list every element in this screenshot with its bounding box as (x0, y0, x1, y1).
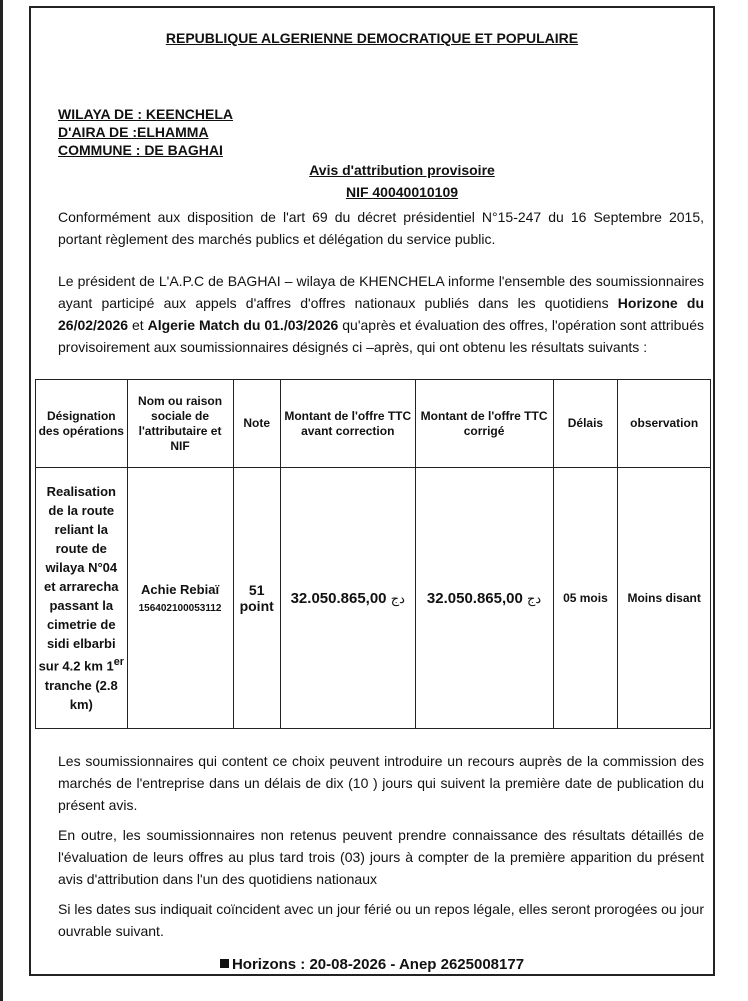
attributaire-name: Achie Rebiaï (141, 582, 220, 597)
cell-observation: Moins disant (618, 468, 711, 729)
header-amount-after: Montant de l'offre TTC corrigé (415, 380, 553, 468)
header-note: Note (233, 380, 280, 468)
header-designation: Désignation des opérations (36, 380, 128, 468)
cell-note: 51 point (233, 468, 280, 729)
table-row (36, 468, 711, 729)
footer-source (31, 956, 713, 973)
closing-paragraph-3: Si les dates sus indiquait coïncident avec un jour férié ou un repos légale, elles seront prorogées ou jour ouvrable suivant. (58, 901, 704, 939)
notice-frame (29, 6, 715, 976)
header-delay: Délais (553, 380, 618, 468)
cell-delay: 05 mois (553, 468, 618, 729)
header-observation: observation (618, 380, 711, 468)
body-text-3: qu'après et évaluation des offres, l'opération sont attribués provisoirement aux soumissionnaires désignés ci –après, qui ont obtenu les résultats suivants : (58, 317, 704, 355)
wilaya-line: WILAYA DE : KEENCHELA (58, 106, 234, 122)
amount-after-value: 32.050.865,00 (426, 589, 523, 607)
attributaire-nif: 156402100053112 (138, 603, 222, 614)
republic-heading: REPUBLIQUE ALGERIENNE DEMOCRATIQUE ET POPULAIRE (165, 30, 579, 46)
header-name: Nom ou raison sociale de l'attributaire et NIF (127, 380, 233, 468)
award-table (35, 379, 711, 729)
currency-symbol: دج (527, 590, 542, 606)
footer-text: Horizons : 20-08-2026 - Anep 2625008177 (231, 956, 525, 973)
cell-amount-after (415, 468, 553, 729)
page-edge-rule (0, 0, 3, 1001)
notice-title: Avis d'attribution provisoire (309, 162, 495, 178)
header-amount-before: Montant de l'offre TTC avant correction (280, 380, 415, 468)
cell-designation (36, 468, 128, 729)
body-paragraph (58, 270, 704, 358)
designation-text: Realisation de la route reliant la route de wilaya N°04 et arrarecha passant la cimetrie de sidi elbarbi sur 4.2 km 1 (38, 484, 119, 674)
body-bold-horizons: Horizone du 26/02/2026 (58, 295, 704, 333)
body-text-1: Le président de L'A.P.C de BAGHAI – wilaya de KHENCHELA informe l'ensemble des soumissionnaires ayant participé aux appels d'affres d'offres nationaux publiés dans les quotidiens (58, 273, 704, 311)
square-bullet-icon (220, 959, 229, 968)
closing-paragraph-1: Les soumissionnaires qui content ce choix peuvent introduire un recours auprès de la commission des marchés de l'entreprise dans un délais de dix (10 ) jours qui suivent la première date de publication du présent avis. (58, 753, 704, 813)
daira-line: D'AIRA DE :ELHAMMA (58, 124, 209, 140)
amount-before-value: 32.050.865,00 (290, 589, 387, 607)
notice-nif: NIF 40040010109 (345, 184, 459, 200)
designation-superscript: er (113, 656, 124, 669)
cell-amount-before (280, 468, 415, 729)
body-bold-algerie-match: Algerie Match du 01./03/2026 (147, 317, 339, 333)
currency-symbol: دج (390, 590, 405, 606)
cell-name (127, 468, 233, 729)
body-text-2: et (128, 317, 148, 333)
commune-line: COMMUNE : DE BAGHAI (58, 142, 223, 158)
designation-end: tranche (2.8 km) (44, 677, 118, 712)
closing-paragraph-2: En outre, les soumissionnaires non retenus peuvent prendre connaissance des résultats détaillés de l'évaluation de leurs offres au plus tard trois (03) jours à compter de la première apparition du présent avis d'attribution dans l'un des quotidiens nationaux (58, 827, 704, 887)
intro-paragraph: Conformément aux disposition de l'art 69 du décret présidentiel N°15-247 du 16 Septembre 2015, portant règlement des marchés publics et délégation du service public. (58, 209, 704, 247)
